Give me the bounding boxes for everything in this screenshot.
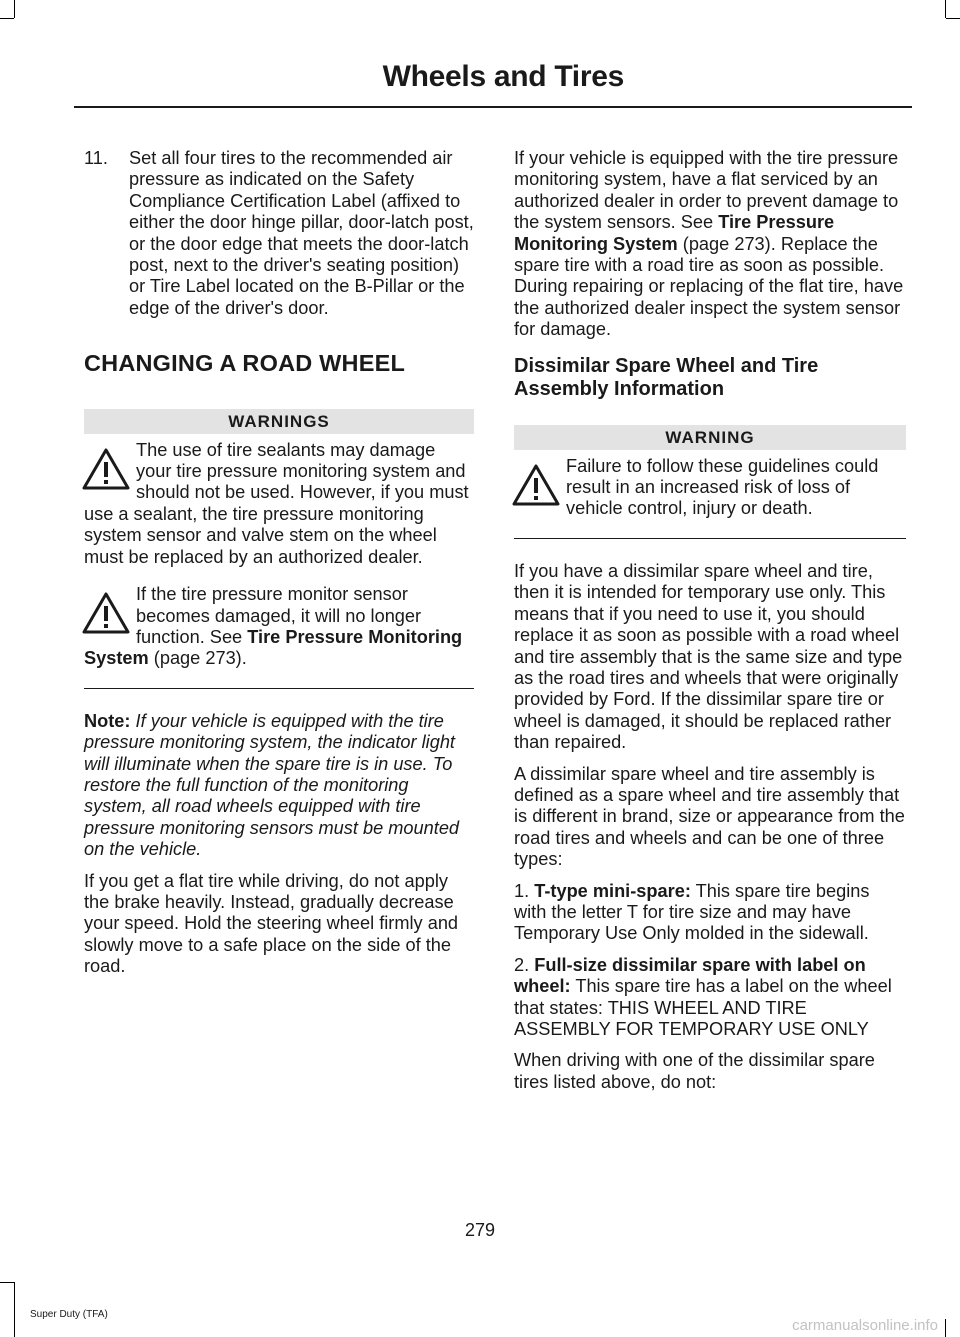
warning-box [514,425,906,539]
paragraph-text: (page 273). Replace the spare tire with a road tire as soon as possible. During repairing or replacing of the flat tire, have the authorized dealer inspect the system sensor for damage. [514,233,904,340]
warning-item [84,584,474,678]
crop-mark [946,18,960,19]
warning-item [514,456,906,528]
driving-paragraph: When driving with one of the dissimilar spare tires listed above, do not: [514,1050,875,1092]
crop-mark [0,1282,14,1283]
watermark: carmanualsonline.info [792,1317,938,1334]
cross-reference-link[interactable]: Tire Pressure Monitoring System [514,212,835,254]
item-label: T-type mini-spare: [534,880,691,901]
cross-reference-link[interactable]: Tire Pressure Monitoring System [84,626,463,669]
item-number: 1. [514,880,535,901]
warnings-rule [84,688,474,689]
right-column [514,148,906,1103]
item-number: 2. [514,954,535,975]
warning-triangle-icon [510,460,562,512]
warning-text: Failure to follow these guidelines could result in an increased risk of loss of vehicle control, injury or death. [566,455,879,519]
subheading: Dissimilar Spare Wheel and Tire Assembly Information [514,354,819,400]
crop-mark [14,1282,15,1337]
type-item-1 [514,881,906,945]
warning-text: The use of tire sealants may damage your tire pressure monitoring system and should not be used. However, if you must use a sealant, the tire pressure monitoring system sensor and valve stem on the wheel must be replaced by an authorized dealer. [84,439,469,567]
type-item-2 [514,955,906,1041]
step-text: Set all four tires to the recommended air pressure as indicated on the Safety Compliance Certification Label (affixed to either the door hinge pillar, door-latch post, or the door edge that meets the door-latch post, next to the driver's seating position) or Tire Label located on the B-Pillar or the edge of the driver's door. [129,148,474,318]
dissimilar-paragraph: If you have a dissimilar spare wheel and tire, then it is intended for temporary use only. This means that if you need to use it, you should replace it as soon as possible with a road wheel and tire assembly that is the same size and type as the road tires and wheels that were originally provided by Ford. If the dissimilar spare tire or wheel is damaged, it should be replaced rather than repaired. [514,560,903,753]
step-11 [84,148,474,319]
warning-heading: WARNING [514,425,906,450]
definition-paragraph: A dissimilar spare wheel and tire assembly is defined as a spare wheel and tire assembly that is different in brand, size or appearance from the road tires and wheels and can be one of three types: [514,763,905,870]
warnings-box [84,409,474,689]
warning-triangle-icon [80,444,132,496]
warning-item [84,440,474,576]
tpms-paragraph [514,148,906,341]
warning-rule [514,538,906,539]
note-text: If your vehicle is equipped with the tire pressure monitoring system, the indicator light will illuminate when the spare tire is in use. To restore the full function of the monitoring system, all road wheels equipped with tire pressure monitoring sensors must be mounted on the vehicle. [84,710,460,860]
warnings-heading: WARNINGS [84,409,474,434]
note-label: Note: [84,710,131,731]
crop-mark [945,0,946,18]
crop-mark [14,0,15,18]
footer-model: Super Duty (TFA) [30,1309,108,1320]
note [84,711,474,861]
page-reference: (page 273). [148,648,247,669]
item-text: This spare tire has a label on the wheel that states: THIS WHEEL AND TIRE ASSEMBLY FOR TEMPORARY USE ONLY [514,976,892,1039]
warning-text: If the tire pressure monitor sensor becomes damaged, it will no longer function. See [136,584,422,647]
left-column [84,148,474,988]
flat-tire-paragraph: If you get a flat tire while driving, do not apply the brake heavily. Instead, gradually decrease your speed. Hold the steering wheel firmly and slowly move to a safe place on the side of the road. [84,870,459,977]
page-number: 279 [464,1220,496,1240]
item-text: This spare tire begins with the letter T for tire size and may have Temporary Use Only molded in the sidewall. [514,880,870,944]
header-rule [74,106,912,108]
page-title: Wheels and Tires [382,60,624,93]
warning-triangle-icon [80,588,132,640]
step-number: 11. [84,148,108,168]
item-label: Full-size dissimilar spare with label on wheel: [514,954,866,997]
paragraph-text: If your vehicle is equipped with the tire pressure monitoring system, have a flat serviced by an authorized dealer in order to prevent damage to the system sensors. See [514,148,899,233]
crop-mark [0,18,14,19]
crop-mark [945,1319,946,1337]
section-title: CHANGING A ROAD WHEEL [84,350,406,377]
